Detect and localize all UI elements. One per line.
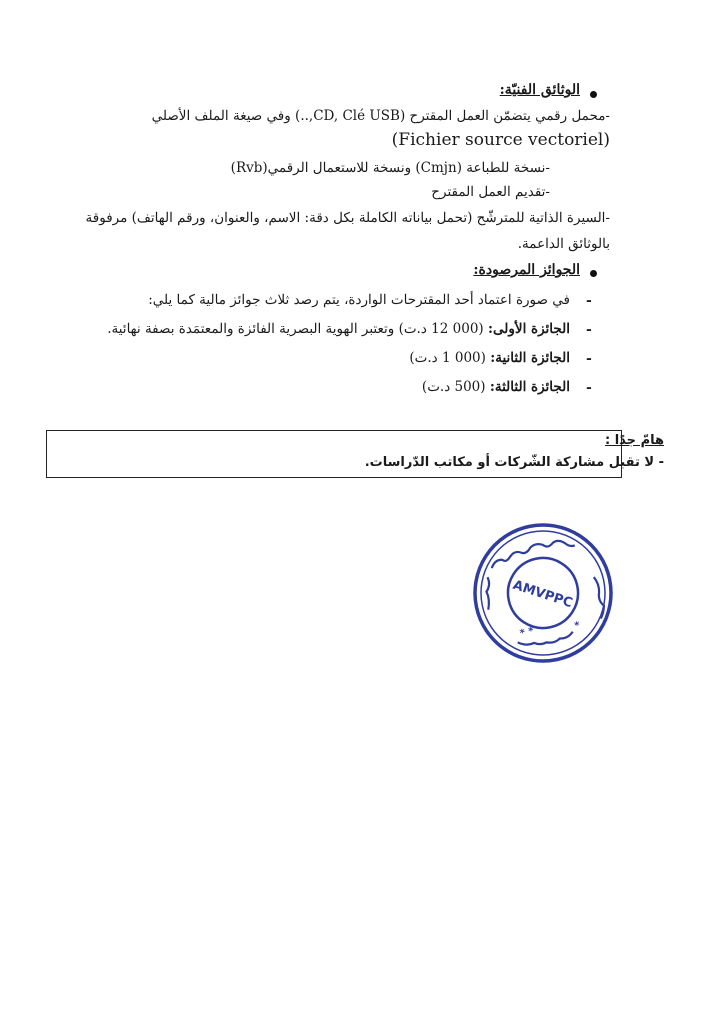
prize-first-value: (000 12 د.ت) وتعتبر الهوية البصرية الفائزة والمعتمَدة بصفة نهائية. (107, 321, 484, 337)
prize-second-label: الجائزة الثانية: (490, 350, 570, 366)
doc-line-3: -نسخة للطباعة (Cmjn) ونسخة للاستعمال الرقمي(Rvb) (230, 160, 550, 176)
prize-third-value: (500 د.ت) (421, 379, 486, 395)
doc-line-2: (Fichier source vectoriel) (391, 130, 610, 150)
dash-marker: - (586, 322, 592, 338)
prize-second (409, 350, 570, 366)
notice-title: هامّ جدًا : (604, 433, 664, 448)
section-heading-technical-docs: الوثائق الفنيّة: (499, 82, 580, 98)
association-stamp (468, 518, 618, 668)
bullet-dot (590, 91, 597, 98)
prize-second-value: (000 1 د.ت) (409, 350, 486, 366)
svg-text:*: * (573, 620, 581, 633)
dash-marker: - (586, 380, 592, 396)
doc-line-6: بالوثائق الداعمة. (517, 236, 610, 252)
notice-box (46, 430, 622, 478)
prize-third-label: الجائزة الثالثة: (489, 379, 570, 395)
prize-third (422, 379, 570, 395)
bullet-dot (590, 270, 597, 277)
section-heading-prizes: الجوائز المرصودة: (473, 262, 580, 278)
doc-line-1: -محمل رقمي يتضمّن العمل المقترح (CD, Clé USB,..) وفي صيغة الملف الأصلي (151, 108, 610, 124)
stamp-center-text: AMVPPC (510, 577, 575, 612)
prizes-intro: في صورة اعتماد أحد المقترحات الواردة، يتم رصد ثلاث جوائز مالية كما يلي: (148, 292, 570, 308)
notice-text: - لا تقبل مشاركة الشّركات أو مكاتب الدّراسات. (364, 455, 664, 470)
dash-marker: - (586, 293, 592, 309)
svg-text:* *: * * (518, 625, 535, 640)
doc-line-5: -السيرة الذاتية للمترشّح (تحمل بياناته الكاملة بكل دقة: الاسم، والعنوان، ورقم الهاتف) مرفوقة (85, 210, 610, 226)
dash-marker: - (586, 351, 592, 367)
prize-first-label: الجائزة الأولى: (488, 321, 570, 337)
doc-line-4: -تقديم العمل المقترح (431, 184, 550, 200)
prize-first (107, 321, 570, 337)
